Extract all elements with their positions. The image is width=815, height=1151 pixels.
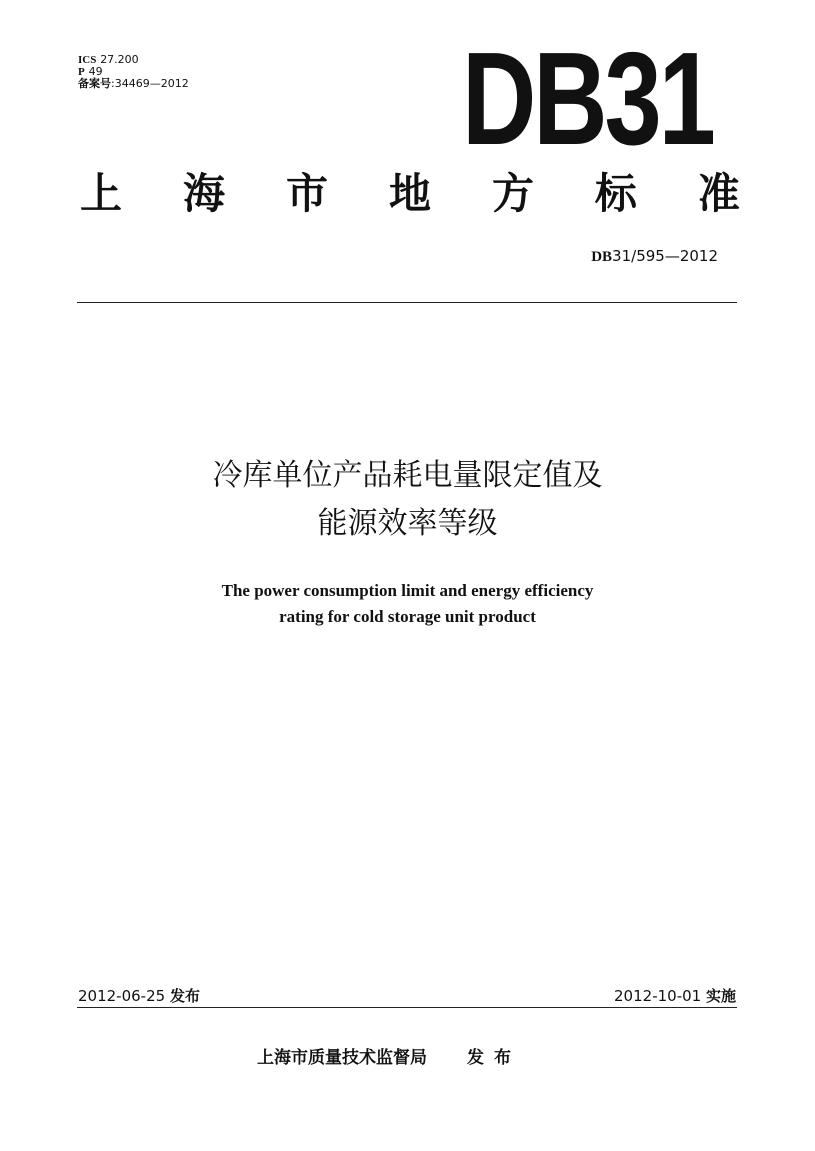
issue-date	[78, 986, 200, 1006]
implement-date-label: 实施	[705, 987, 736, 1005]
standard-number-prefix: DB	[591, 249, 613, 265]
standard-number	[591, 246, 718, 267]
title-english	[0, 578, 815, 630]
implement-date	[614, 986, 736, 1006]
ics-label: ICS	[78, 54, 97, 66]
classification-block	[78, 54, 189, 90]
title-english-line1: The power consumption limit and energy efficiency	[221, 581, 594, 600]
ics-value: 27.200	[100, 53, 139, 66]
standard-number-rest: 31/595—2012	[612, 247, 718, 265]
record-value: :34469—2012	[111, 77, 189, 90]
bottom-divider	[77, 1007, 737, 1008]
issue-date-label: 发布	[169, 987, 200, 1005]
top-divider	[77, 302, 737, 303]
record-number	[78, 78, 189, 90]
org-title-char: 海	[182, 169, 225, 218]
issue-date-value: 2012-06-25	[78, 987, 166, 1005]
record-label: 备案号	[78, 77, 111, 90]
issuer-action: 发布	[467, 1048, 521, 1068]
org-title-char: 市	[285, 169, 328, 218]
org-title-char: 上	[80, 169, 123, 218]
p-value: 49	[88, 65, 103, 78]
org-title-char: 地	[388, 169, 431, 218]
db31-logo: DB31	[462, 25, 713, 172]
implement-date-value: 2012-10-01	[614, 987, 702, 1005]
title-chinese-line1: 冷库单位产品耗电量限定值及	[212, 458, 603, 493]
title-chinese-line2: 能源效率等级	[317, 506, 498, 541]
org-title-char: 标	[594, 169, 637, 218]
title-english-line2: rating for cold storage unit product	[279, 607, 536, 626]
org-title-char: 方	[491, 169, 534, 218]
issuer-name: 上海市质量技术监督局	[257, 1048, 427, 1068]
issuer	[257, 1046, 521, 1070]
org-title-char: 准	[697, 169, 740, 218]
title-chinese	[0, 452, 815, 548]
p-label: P	[78, 66, 85, 78]
org-title	[80, 168, 740, 220]
